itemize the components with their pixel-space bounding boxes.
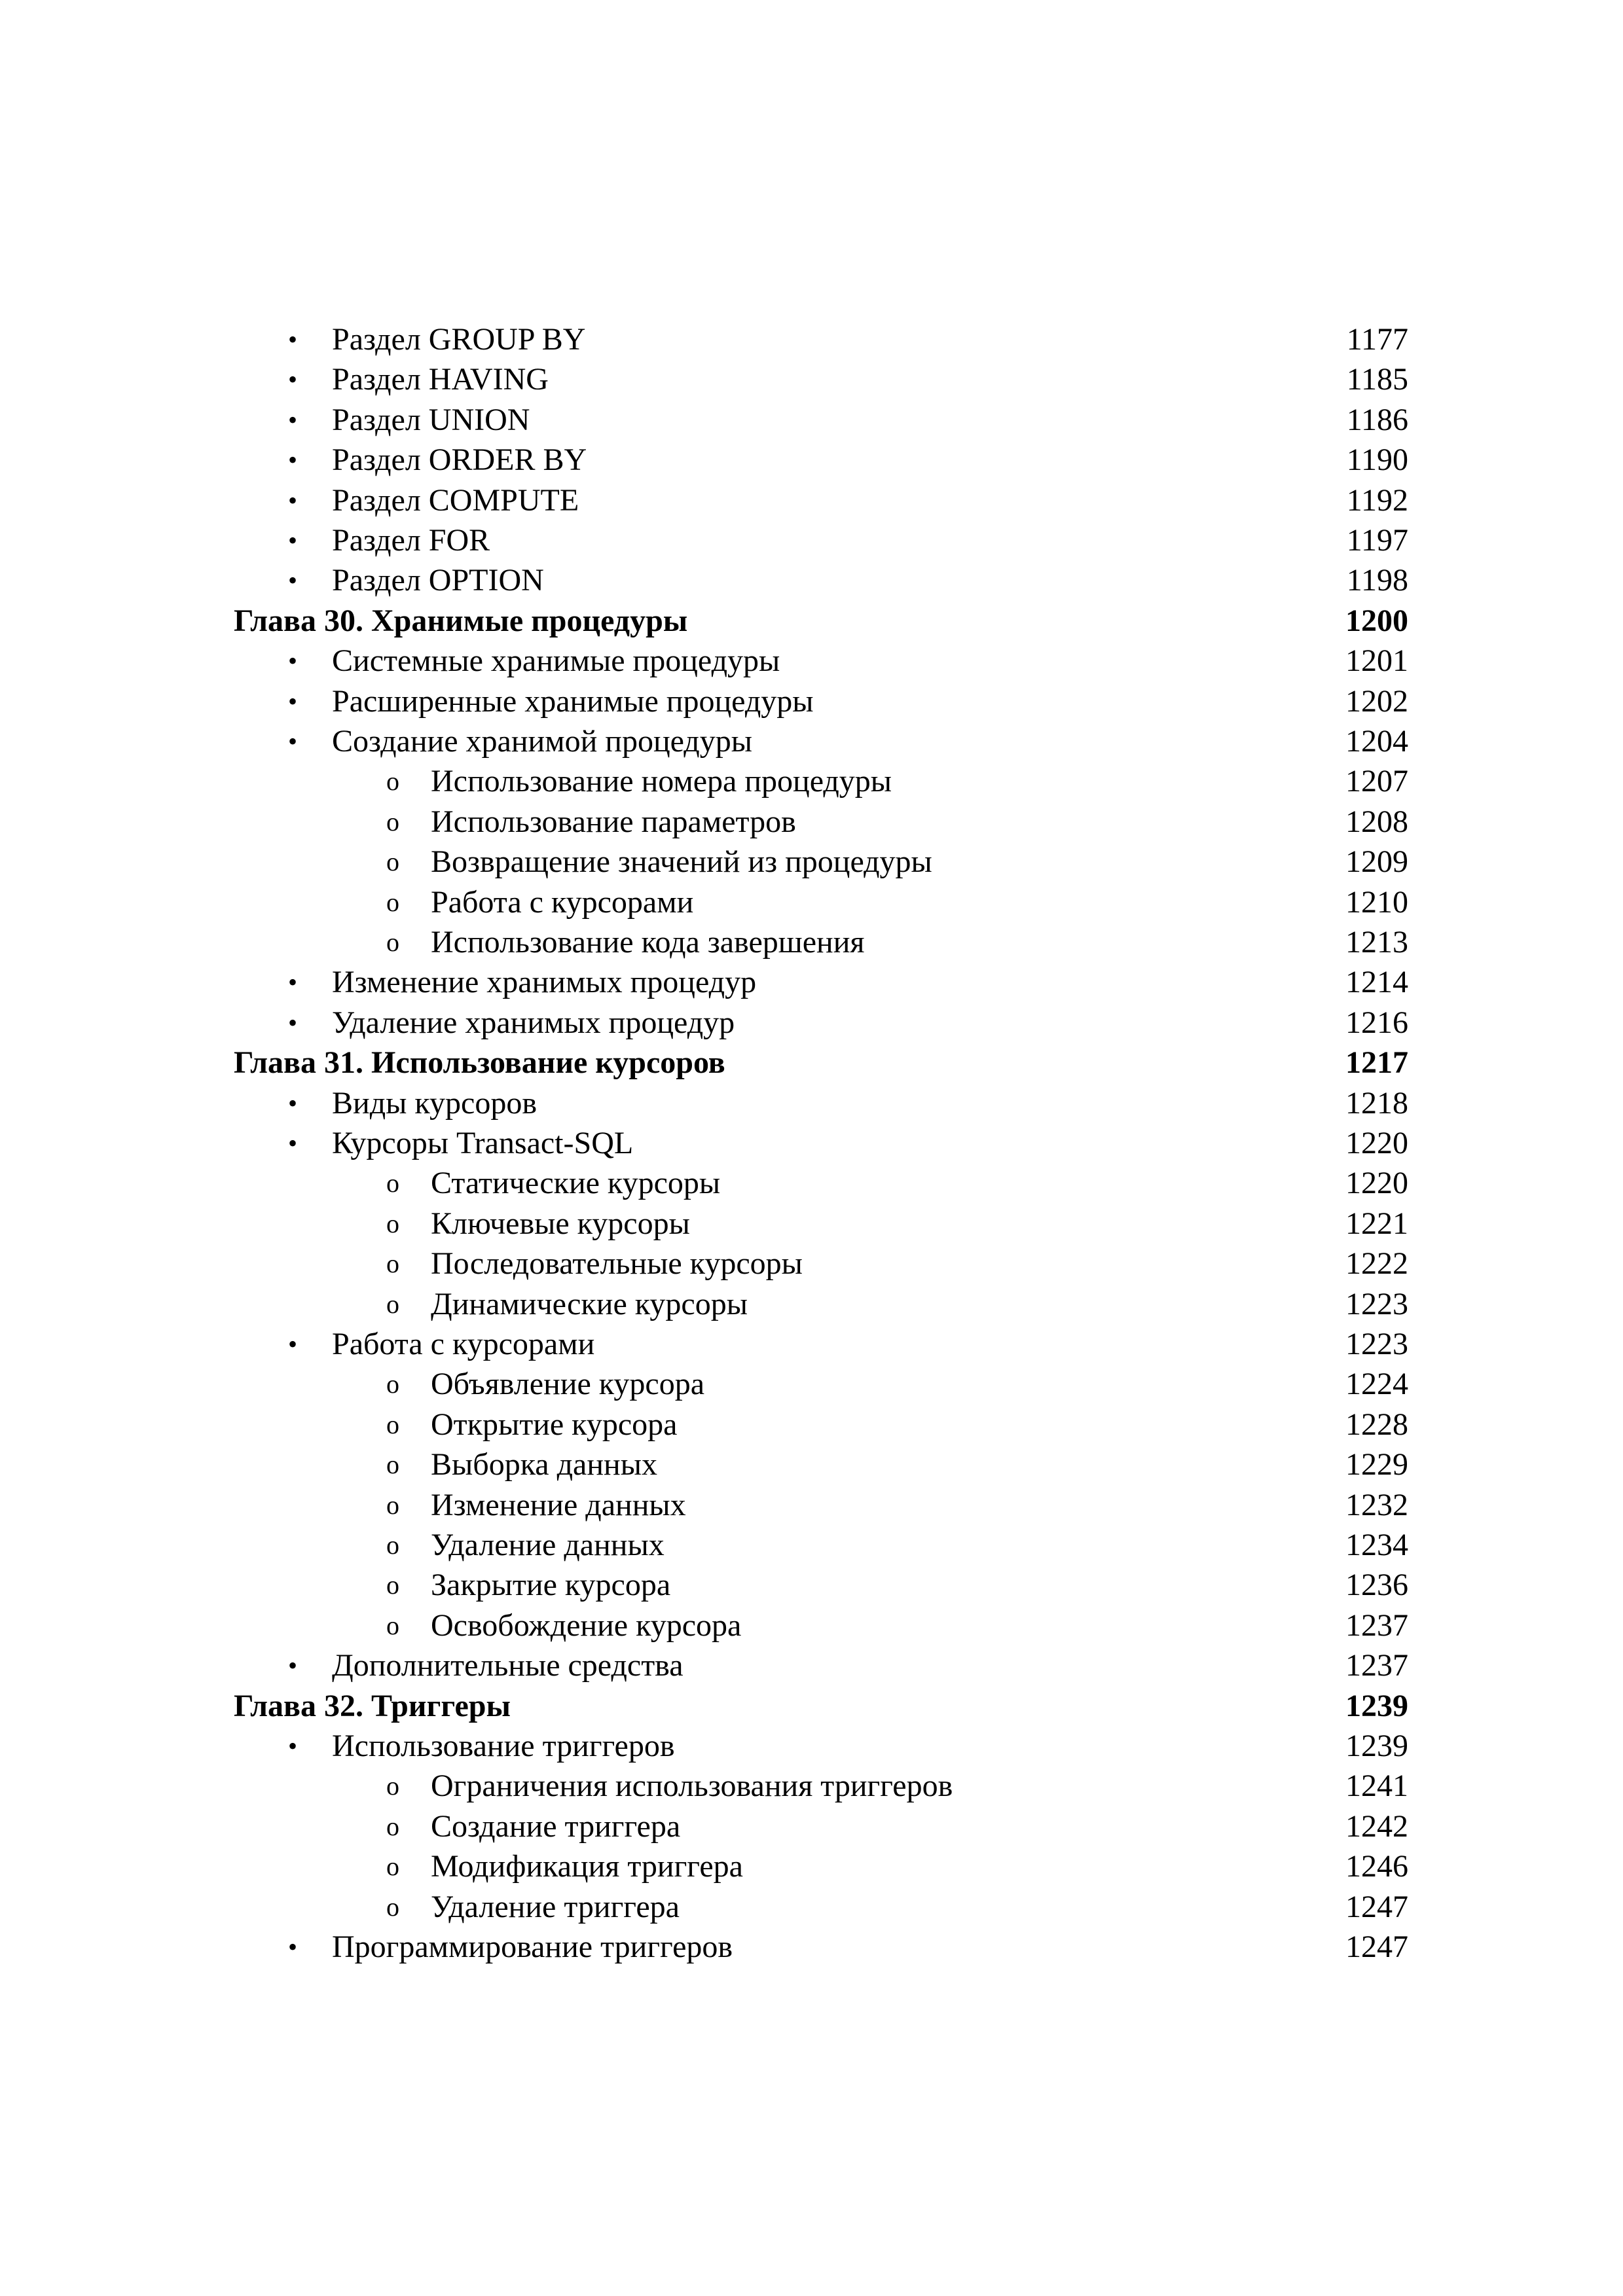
toc-entry — [0, 762, 1623, 801]
toc-entry-title: Последовательные курсоры — [431, 1246, 803, 1282]
toc-entry — [0, 1164, 1623, 1203]
toc-entry-page-number: 1246 — [1345, 1849, 1408, 1884]
toc-entry-page-number: 1232 — [1345, 1487, 1408, 1522]
toc-entry-title: Расширенные хранимые процедуры — [332, 683, 814, 719]
toc-entry-page-number: 1236 — [1345, 1568, 1408, 1603]
toc-chapter-heading — [0, 1687, 1623, 1726]
toc-entry-page-number: 1198 — [1346, 563, 1408, 598]
toc-entry-title: Раздел UNION — [332, 402, 530, 437]
toc-entry — [0, 1405, 1623, 1444]
toc-entry-title: Возвращение значений из процедуры — [431, 844, 932, 880]
toc-entry-page-number: 1229 — [1345, 1447, 1408, 1482]
toc-entry — [0, 842, 1623, 882]
toc-entry-page-number: 1228 — [1345, 1407, 1408, 1442]
toc-entry-title: Раздел ORDER BY — [332, 442, 587, 478]
hollow-bullet-icon: o — [386, 1208, 399, 1238]
toc-entry-title: Создание хранимой процедуры — [332, 724, 752, 759]
toc-entry-title: Удаление хранимых процедур — [332, 1005, 735, 1040]
toc-entry — [0, 1847, 1623, 1886]
toc-entry-page-number: 1177 — [1346, 322, 1408, 357]
toc-entry-page-number: 1202 — [1345, 683, 1408, 719]
toc-entry-page-number: 1239 — [1345, 1688, 1408, 1723]
toc-entry-page-number: 1234 — [1345, 1528, 1408, 1562]
bullet-icon: • — [287, 565, 297, 596]
toc-entry-page-number: 1239 — [1345, 1729, 1408, 1763]
toc-entry-page-number: 1201 — [1345, 643, 1408, 679]
toc-entry-page-number: 1242 — [1345, 1808, 1408, 1844]
toc-entry-title: Системные хранимые процедуры — [332, 643, 780, 679]
toc-entry-page-number: 1222 — [1345, 1246, 1408, 1282]
toc-entry-title: Раздел FOR — [332, 523, 490, 558]
bullet-icon: • — [287, 1329, 297, 1359]
toc-entry-title: Динамические курсоры — [431, 1286, 748, 1321]
toc-entry-page-number: 1210 — [1345, 884, 1408, 920]
hollow-bullet-icon: o — [386, 1852, 399, 1882]
toc-entry-title: Ключевые курсоры — [431, 1206, 690, 1241]
toc-entry — [0, 1646, 1623, 1685]
toc-entry — [0, 1888, 1623, 1927]
toc-entry — [0, 1204, 1623, 1244]
toc-entry — [0, 883, 1623, 922]
hollow-bullet-icon: o — [386, 847, 399, 877]
toc-entry-page-number: 1197 — [1346, 523, 1408, 558]
toc-entry-title: Раздел COMPUTE — [332, 482, 579, 518]
toc-entry-title: Открытие курсора — [431, 1407, 678, 1442]
toc-entry-page-number: 1185 — [1346, 362, 1408, 397]
hollow-bullet-icon: o — [386, 766, 399, 797]
toc-chapter-heading — [0, 601, 1623, 641]
hollow-bullet-icon: o — [386, 1570, 399, 1600]
toc-entry — [0, 1285, 1623, 1324]
toc-entry — [0, 401, 1623, 440]
toc-entry-title: Освобождение курсора — [431, 1607, 742, 1643]
toc-entry-title: Дополнительные средства — [332, 1648, 684, 1683]
toc-entry-page-number: 1204 — [1345, 724, 1408, 759]
hollow-bullet-icon: o — [386, 1610, 399, 1640]
toc-entry — [0, 1767, 1623, 1806]
toc-entry — [0, 1365, 1623, 1404]
toc-entry — [0, 1445, 1623, 1484]
hollow-bullet-icon: o — [386, 1409, 399, 1439]
toc-entry-title: Глава 31. Использование курсоров — [234, 1045, 725, 1081]
toc-entry — [0, 440, 1623, 480]
hollow-bullet-icon: o — [386, 1771, 399, 1801]
toc-entry-page-number: 1237 — [1345, 1648, 1408, 1683]
toc-entry-page-number: 1213 — [1345, 925, 1408, 960]
hollow-bullet-icon: o — [386, 1811, 399, 1841]
toc-entry — [0, 1124, 1623, 1163]
toc-entry — [0, 923, 1623, 962]
toc-entry-title: Изменение хранимых процедур — [332, 965, 757, 1000]
hollow-bullet-icon: o — [386, 1249, 399, 1279]
hollow-bullet-icon: o — [386, 1450, 399, 1480]
hollow-bullet-icon: o — [386, 806, 399, 836]
toc-entry — [0, 963, 1623, 1002]
toc-entry — [0, 1807, 1623, 1846]
toc-entry-title: Закрытие курсора — [431, 1568, 671, 1603]
toc-entry — [0, 1325, 1623, 1364]
toc-entry — [0, 1486, 1623, 1525]
toc-entry — [0, 1727, 1623, 1766]
toc-entry — [0, 682, 1623, 721]
toc-entry-page-number: 1247 — [1345, 1889, 1408, 1924]
toc-entry — [0, 1606, 1623, 1645]
toc-entry-title: Выборка данных — [431, 1447, 657, 1482]
bullet-icon: • — [287, 445, 297, 475]
toc-entry-page-number: 1223 — [1345, 1327, 1408, 1361]
toc-entry-page-number: 1220 — [1345, 1126, 1408, 1160]
toc-entry-title: Создание триггера — [431, 1808, 681, 1844]
toc-entry-title: Глава 32. Триггеры — [234, 1688, 511, 1723]
toc-entry-title: Курсоры Transact-SQL — [332, 1126, 634, 1160]
toc-entry-title: Использование кода завершения — [431, 925, 865, 960]
hollow-bullet-icon: o — [386, 1530, 399, 1560]
toc-entry-title: Глава 30. Хранимые процедуры — [234, 603, 688, 638]
toc-entry-page-number: 1241 — [1345, 1768, 1408, 1804]
bullet-icon: • — [287, 325, 297, 354]
toc-entry-title: Раздел HAVING — [332, 362, 549, 397]
toc-entry-title: Удаление триггера — [431, 1889, 680, 1924]
toc-entry — [0, 1244, 1623, 1283]
toc-entry-page-number: 1214 — [1345, 965, 1408, 1000]
toc-entry-page-number: 1207 — [1345, 764, 1408, 799]
toc-entry-page-number: 1223 — [1345, 1286, 1408, 1321]
toc-entry — [0, 561, 1623, 600]
toc-entry-title: Модификация триггера — [431, 1849, 743, 1884]
toc-entry — [0, 320, 1623, 359]
toc-entry-title: Раздел GROUP BY — [332, 322, 586, 357]
hollow-bullet-icon: o — [386, 1369, 399, 1399]
toc-entry-title: Удаление данных — [431, 1528, 665, 1562]
toc-entry — [0, 641, 1623, 681]
bullet-icon: • — [287, 365, 297, 395]
bullet-icon: • — [287, 1007, 297, 1037]
bullet-icon: • — [287, 1128, 297, 1158]
toc-entry-title: Использование номера процедуры — [431, 764, 892, 799]
toc-entry-page-number: 1209 — [1345, 844, 1408, 880]
bullet-icon: • — [287, 1088, 297, 1118]
hollow-bullet-icon: o — [386, 887, 399, 917]
toc-entry-title: Объявление курсора — [431, 1367, 705, 1402]
toc-entry-title: Работа с курсорами — [332, 1327, 595, 1361]
toc-entry-title: Ограничения использования триггеров — [431, 1768, 953, 1804]
bullet-icon: • — [287, 726, 297, 756]
hollow-bullet-icon: o — [386, 927, 399, 957]
toc-entry-page-number: 1247 — [1345, 1929, 1408, 1964]
toc-entry — [0, 802, 1623, 842]
bullet-icon: • — [287, 485, 297, 515]
hollow-bullet-icon: o — [386, 1168, 399, 1198]
toc-entry-page-number: 1216 — [1345, 1005, 1408, 1040]
bullet-icon: • — [287, 1651, 297, 1681]
toc-entry-page-number: 1217 — [1345, 1045, 1408, 1081]
toc-entry-page-number: 1186 — [1346, 402, 1408, 437]
toc-entry — [0, 722, 1623, 761]
toc-entry-page-number: 1218 — [1345, 1085, 1408, 1121]
toc-entry-page-number: 1192 — [1346, 482, 1408, 518]
toc-entry-page-number: 1220 — [1345, 1166, 1408, 1201]
toc-entry — [0, 1003, 1623, 1043]
toc-entry-title: Изменение данных — [431, 1487, 686, 1522]
toc-entry-page-number: 1190 — [1346, 442, 1408, 478]
hollow-bullet-icon: o — [386, 1490, 399, 1520]
toc-entry-page-number: 1221 — [1345, 1206, 1408, 1241]
toc-entry — [0, 1566, 1623, 1605]
toc-entry-page-number: 1237 — [1345, 1607, 1408, 1643]
toc-entry-page-number: 1200 — [1345, 603, 1408, 638]
toc-entry-title: Программирование триггеров — [332, 1929, 733, 1964]
toc-entry-title: Использование триггеров — [332, 1729, 675, 1763]
bullet-icon: • — [287, 1932, 297, 1962]
toc-entry — [0, 360, 1623, 399]
bullet-icon: • — [287, 1731, 297, 1761]
toc-entry — [0, 481, 1623, 520]
hollow-bullet-icon: o — [386, 1892, 399, 1922]
bullet-icon: • — [287, 646, 297, 676]
toc-chapter-heading — [0, 1043, 1623, 1083]
toc-entry-title: Использование параметров — [431, 804, 796, 839]
hollow-bullet-icon: o — [386, 1289, 399, 1319]
toc-entry-title: Раздел OPTION — [332, 563, 544, 598]
toc-entry — [0, 1084, 1623, 1123]
toc-entry-title: Статические курсоры — [431, 1166, 721, 1201]
toc-entry-title: Виды курсоров — [332, 1085, 537, 1121]
bullet-icon: • — [287, 526, 297, 555]
toc-entry — [0, 521, 1623, 560]
bullet-icon: • — [287, 686, 297, 716]
toc-entry-page-number: 1208 — [1345, 804, 1408, 839]
toc-entry — [0, 1928, 1623, 1967]
toc-entry-page-number: 1224 — [1345, 1367, 1408, 1402]
bullet-icon: • — [287, 967, 297, 997]
toc-entry — [0, 1526, 1623, 1565]
bullet-icon: • — [287, 404, 297, 435]
toc-entry-title: Работа с курсорами — [431, 884, 694, 920]
